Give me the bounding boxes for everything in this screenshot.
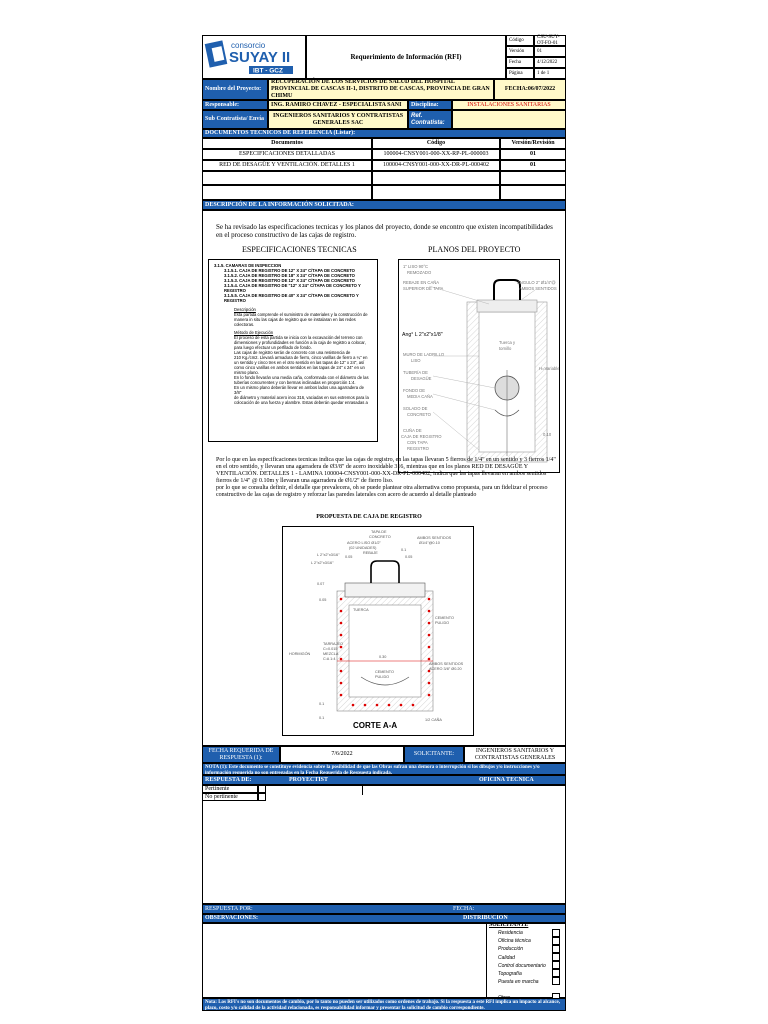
spec-line: 3.1.5.1. CAJA DE REGISTRO DE 12" X 24" C/TAPA DE CONCRETO <box>224 268 355 273</box>
due-date-value: 7/6/2022 <box>280 746 404 763</box>
proposal-label: CONCRETO <box>369 535 391 539</box>
doc-name: ESPECIFICACIONES DETALLADAS <box>202 149 372 160</box>
option-no-pertinente-checkbox[interactable] <box>258 793 266 801</box>
logo-sub: IBT - GCZ <box>253 67 283 75</box>
dist-item: Producción <box>498 946 524 953</box>
doc-version: 01 <box>500 160 566 171</box>
docs-title: DOCUMENTOS TECNICOS DE REFERENCIA (Listar): <box>202 129 566 138</box>
plan-dim: 0.10 <box>543 432 552 437</box>
spec-line: colectoras. <box>234 322 255 327</box>
plan-label: CUÑA DE <box>403 428 422 433</box>
description-title: DESCRIPCIÓN DE LA INFORMACIÓN SOLICITADA: <box>202 200 566 210</box>
rfi-sheet <box>202 35 566 1020</box>
observaciones-label: OBSERVACIONES: <box>205 915 259 921</box>
proposal-label: 0.1 <box>319 716 325 720</box>
doc-empty-row <box>500 185 566 200</box>
proposal-label: MEZCLA <box>323 652 339 656</box>
proposal-label: L 2"x2"x3/16" <box>311 561 334 565</box>
distribution-items <box>498 929 546 1003</box>
response-by-bar <box>202 904 566 914</box>
requester-value: INGENIEROS SANITARIOS Y CONTRATISTAS GENERALES <box>464 746 566 763</box>
docs-header-code: Código <box>372 138 500 149</box>
meta-value: 01 <box>534 46 566 57</box>
plan-label: AMBOS SENTIDOS <box>519 286 557 291</box>
spec-excerpt-image <box>208 259 378 442</box>
discipline-label: Disciplina: <box>408 100 452 110</box>
responsible-value: ING. RAMIRO CHAVEZ - ESPECIALISTA SANI <box>268 100 408 110</box>
plan-label: LISO <box>411 358 421 363</box>
proposal-label: ACERO LISO Ø1/2" <box>347 541 381 545</box>
due-date-note: NOTA (1): Este documento se constituye evidencia sobre la posibilidad de que las Obras sufran una demora o interrupción si los dibujos y/o instrucciones y/o información requerida no son entregadas en la Fecha Requerida de Respuesta indicada. <box>202 763 566 775</box>
proposal-label: REBAJE <box>363 551 378 555</box>
proposal-label: CEMENTO <box>435 616 454 620</box>
response-col-proyectista: PROYECTIST <box>289 776 329 783</box>
dist-checkbox[interactable] <box>552 977 560 985</box>
proposal-drawing <box>282 526 474 736</box>
proposal-label: PULIDO <box>435 621 450 625</box>
docs-header-doc: Documentos <box>202 138 372 149</box>
dist-item: Calidad <box>498 954 515 961</box>
doc-code: 100004-CNSY001-000-XX-RP-PL-000003 <box>372 149 500 160</box>
option-pertinente-label: Pertinente <box>202 785 258 793</box>
dist-checkbox[interactable] <box>552 929 560 937</box>
spec-line: un sentido y cinco tres en el otro sentido en las tapas de 12" x 24", así <box>234 360 365 365</box>
option-no-pertinente-label: No pertinente <box>202 793 258 801</box>
plan-label: DESAGÜE <box>411 376 432 381</box>
meta-table <box>506 35 566 79</box>
plan-angle-label: Ang° L 2"x2"x1/8" <box>402 332 443 338</box>
response-col-oficina: OFICINA TECNICA <box>479 776 534 783</box>
dist-item: Puesta en marcha <box>498 979 539 986</box>
spec-line: 210 Kg./cm2. Llevará armadura de fierro, cinco varillas de fierro a ¼" en <box>234 355 368 360</box>
project-date: FECHA:06/07/2022 <box>494 79 566 100</box>
spec-line: 3.1.5.3. CAJA DE REGISTRO DE 12" X 24" C/TAPA DE CONCRETO <box>224 278 355 283</box>
proposal-label: 0.05 <box>405 555 413 559</box>
spec-line: 3.1.5.2. CAJA DE REGISTRO DE 18" X 24" C/TAPA DE CONCRETO <box>224 273 355 278</box>
consorcio-logo <box>203 36 305 78</box>
plan-label: FONDO DE <box>403 388 426 393</box>
plan-label: TUBERÍA DE <box>403 370 428 375</box>
meta-value: 1 de 1 <box>534 68 566 79</box>
spec-line: 3.1.5.4. CAJA DE REGISTRO DE "12" X 24" C/TAPA DE CONCRETO Y REGISTRO <box>224 283 361 293</box>
rfi-title: Requerimiento de Información (RFI) <box>306 35 506 79</box>
doc-name: RED DE DESAGÜE Y VENTILACIÓN. DETALLES 1 <box>202 160 372 171</box>
spec-line: para luego efectuar un perfilado de fondo. <box>234 345 312 350</box>
plan-label: 1" LISO 90°C <box>403 264 429 269</box>
plan-label: CAJA DE REGISTRO <box>401 434 442 439</box>
project-name: RECUPERACIÓN DE LOS SERVICIOS DE SALUD DEL HOSPITAL PROVINCIAL DE CASCAS II-1, DISTRITO DE CASCAS, PROVINCIA DE GRAN CHIMU <box>268 79 494 100</box>
spec-line: 3.1.5. CAMARAS DE INSPECCION <box>214 263 282 268</box>
plan-label: REMOZADO <box>407 270 432 275</box>
dist-item: Topografía <box>498 971 522 978</box>
proposal-label: 0.07 <box>317 582 325 586</box>
proposal-label: TARRAJEO <box>323 642 343 646</box>
doc-empty-row <box>202 171 372 185</box>
proposal-label: CEMENTO <box>375 670 394 674</box>
ref-contratista-value[interactable] <box>452 110 566 129</box>
response-by-label: RESPUESTA POR: <box>205 905 253 912</box>
proposal-label: AMBOS SENTIDOS <box>417 536 452 540</box>
dist-item: Oficina técnica <box>498 938 531 945</box>
proposal-label: L 2"x2"x3/16" <box>317 553 340 557</box>
proposal-label: PULIDO <box>375 675 390 679</box>
spec-line: de diámetro y material acero inox 316, vaciadas en sus extremos para la <box>234 395 369 400</box>
project-label: Nombre del Proyecto: <box>202 79 268 100</box>
proposal-label: TUERCA <box>353 608 369 612</box>
doc-code: 100004-CNSY001-000-XX-DR-PL-000402 <box>372 160 500 171</box>
plan-label: MURO DE LADRILLO <box>403 352 445 357</box>
proposal-label: C:A 1:4 <box>323 657 336 661</box>
logo-suyay: SUYAY II <box>229 49 291 66</box>
meta-value: CSU-SUY-OT-FO-01 <box>534 35 566 46</box>
subcontractor-label: Sub Contratista/ Envía <box>202 110 268 129</box>
spec-line: Método de Ejecución <box>234 330 274 335</box>
proposal-label: Ø1/4"@0.10 <box>419 541 440 545</box>
plan-label: SOLADO DE <box>403 406 428 411</box>
doc-empty-row <box>202 185 372 200</box>
proposal-label: 0.05 <box>319 598 327 602</box>
meta-value: 4/12/2022 <box>534 57 566 68</box>
plan-label: REBAJE EN CAÑA <box>403 280 440 285</box>
spec-line: En un mismo plano deberán llevar en ambos lados una agarradera de 3/8" <box>234 385 364 395</box>
spec-line: mismo plano. <box>234 370 259 375</box>
spec-line: En lo fondo llevarán una media caña, conformada con el diámetro de las <box>234 375 369 380</box>
plan-drawing <box>398 259 560 473</box>
proposal-label: ACERO 3/8" Ø0.20 <box>429 667 462 671</box>
response-body[interactable] <box>202 785 566 904</box>
proposal-label: C=0.015 <box>323 647 338 651</box>
dist-checkbox[interactable] <box>552 945 560 953</box>
spec-line: 3.1.5.5. CAJA DE REGISTRO DE 40" X 24" C/TAPA DE CONCRETO Y REGISTRO <box>224 293 359 303</box>
plan-label: ANGULO 2" Ø1/4"@ <box>517 280 556 285</box>
solicitante-label: SOLICITANTE <box>489 922 529 928</box>
spec-line: Las cajas de registro serán de concreto con una resistencia de <box>234 350 351 355</box>
proposal-label: AMBOS SENTIDOS <box>429 662 464 666</box>
spec-line: dimensiones y profundidades en función a la caja de registro a colocar, <box>234 340 366 345</box>
requester-label: SOLICITANTE: <box>404 746 464 763</box>
logo-consorcio: consorcio <box>231 41 266 50</box>
spec-line: Descripción <box>234 307 256 312</box>
meta-label: Página <box>506 68 534 79</box>
response-divider <box>362 785 363 795</box>
proposal-label: 0.1 <box>319 702 325 706</box>
proposal-label: 1/2 CAÑA <box>425 718 442 722</box>
proposal-section-title: CORTE A-A <box>353 721 398 730</box>
ref-contratista-label: Ref. Contratista: <box>408 110 452 129</box>
meta-label: Fecha <box>506 57 534 68</box>
proposal-label: HORMIGÓN <box>289 652 311 656</box>
spec-line: tuberías concurrentes y con bermas inclinadas en proporción 1:4. <box>234 380 356 385</box>
proposal-title: PROPUESTA DE CAJA DE REGISTRO <box>316 514 422 520</box>
response-bar <box>202 775 566 785</box>
plan-label: MEDIA CAÑA <box>407 394 433 399</box>
plan-label: SUPERIOR DE TAPA <box>403 286 444 291</box>
due-date-label: FECHA REQUERIDA DE RESPUESTA (1): <box>202 746 280 763</box>
description-observation: Por lo que en las especificaciones tecnicas indica que las cajas de registro, en las tapas llevaran 5 fierros de 1/4" en un sentido y 3 fierros 1/4" en el otro sentido, y llevaran una agarradera de Ø3/8" de acero inoxidable 316, mientras que en los planos RED DE DESAGÜE Y VENTILACIÓN. DETALLES 1 - LAMINA 100004-CNSY001-000-XX-DR-PL-000402, indica que las tapas llevaran en ambos sentidos fierros de 1/4" @ 0.10m y llevaran una agarradera de Ø1/2" de fierro liso. por lo que se consulta definir, el detalle que prevalecera, oh se puede plantear otra alternativa como propuesta, para un fidelizar el proceso constructivo de las cajas de registro y reforzar las paredes laterales con acero de acuerdo al detalle planteado <box>216 457 556 498</box>
dist-checkbox[interactable] <box>552 961 560 969</box>
logo-box <box>202 35 306 79</box>
dist-checkbox[interactable] <box>552 969 560 977</box>
dist-checkbox[interactable] <box>552 937 560 945</box>
plan-label: Tuerca y <box>499 340 516 345</box>
distribution-checkboxes <box>552 929 560 1001</box>
docs-header-ver: Versión/Revisión <box>500 138 566 149</box>
plan-label: CONCRETO <box>407 412 431 417</box>
caption-specs: ESPECIFICACIONES TECNICAS <box>242 245 357 254</box>
doc-empty-row <box>372 171 500 185</box>
spec-line: colocación de una fuerza y alambre. Estas deberán quedar enrasadas a <box>234 400 368 405</box>
spec-line: como cinco varillas en ambos sentidos en las tapas de 24" x 24" en un <box>234 365 365 370</box>
doc-empty-row <box>372 185 500 200</box>
proposal-label: 0.1 <box>401 548 407 552</box>
doc-empty-row <box>500 171 566 185</box>
dist-checkbox[interactable] <box>552 953 560 961</box>
plan-label: CON TAPA <box>407 440 428 445</box>
description-intro: Se ha revisado las especificaciones tecnicas y los planos del proyecto, donde se encontro que existen incompatibilidades en el proceso constructivo de las cajas de registro. <box>216 223 553 239</box>
discipline-value: INSTALACIONES SANITARIAS <box>452 100 566 110</box>
proposal-label: (02 UNIDADES) <box>349 546 377 550</box>
response-label: RESPUESTA DE: <box>205 776 252 783</box>
plan-label: REGISTRO <box>407 446 429 451</box>
caption-plans: PLANOS DEL PROYECTO <box>428 245 521 254</box>
proposal-label: 0.05 <box>345 555 353 559</box>
doc-version: 01 <box>500 149 566 160</box>
meta-label: Versión <box>506 46 534 57</box>
proposal-label: TAPA DE <box>371 530 387 534</box>
proposal-label: 0.30 <box>379 655 387 659</box>
response-date-label: FECHA: <box>453 905 475 912</box>
footer-note: Nota: Los RFI's no son documentos de cambio, por lo tanto no pueden ser utilizados como ordenes de trabajo. Si la respuesta a este RFI implica un impacto al alcance, plazo, costo y/o calidad de la actividad relacionada, es responsabilidad informar y presentar la solicitud de cambio correspondiente. <box>202 998 566 1011</box>
responsible-label: Responsable: <box>202 100 268 110</box>
spec-line: Esta partida comprende el suministro de materiales y la construcción de <box>234 312 368 317</box>
distribucion-label: DISTRIBUCION <box>463 915 508 921</box>
spec-line: El proceso de esta partida se inicia con la excavación del terreno con <box>234 335 363 340</box>
dist-item: Control documentario <box>498 962 546 969</box>
subcontractor-value: INGENIEROS SANITARIOS Y CONTRATISTAS GENERALES SAC <box>268 110 408 129</box>
plan-dim: H=Variable <box>539 366 559 371</box>
spec-line: manera in situ las cajas de registro que se instalaran en las redes <box>234 317 356 322</box>
plan-label: tornillo <box>499 346 512 351</box>
option-pertinente-checkbox[interactable] <box>258 785 266 793</box>
dist-item: Residencia <box>498 930 523 936</box>
meta-label: Código <box>506 35 534 46</box>
